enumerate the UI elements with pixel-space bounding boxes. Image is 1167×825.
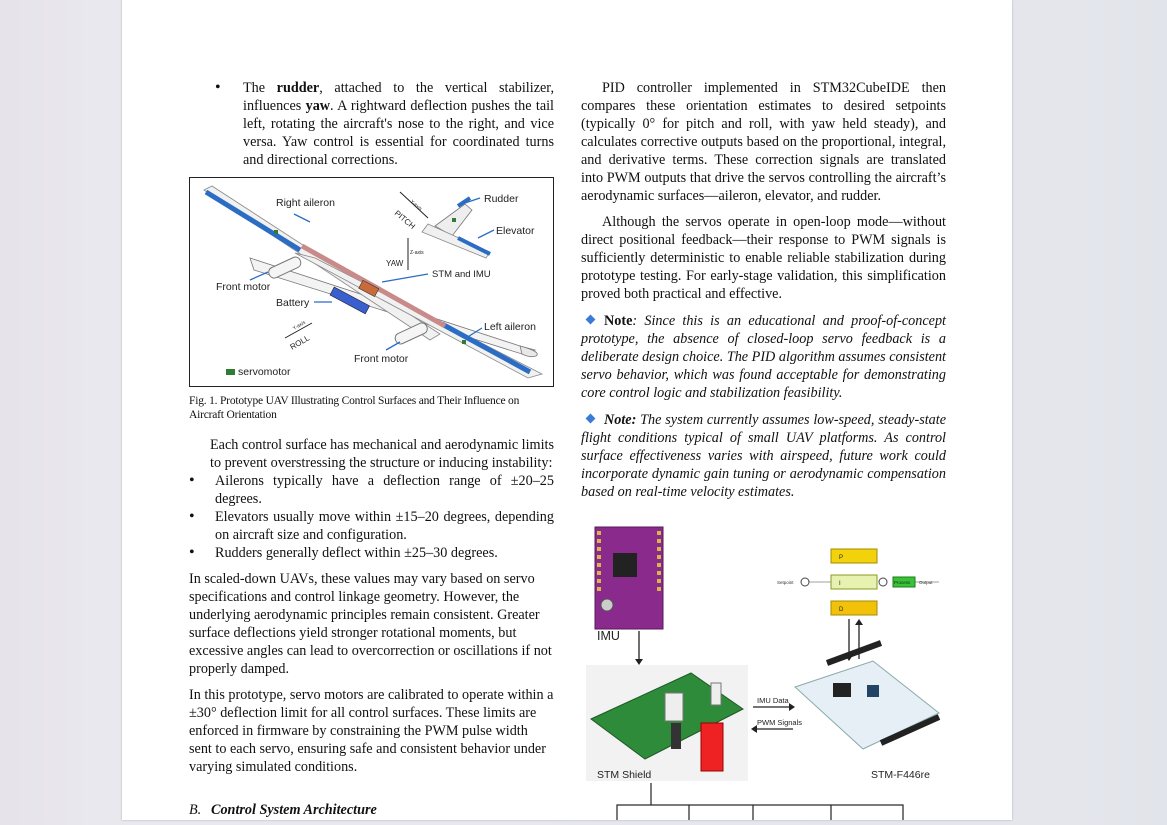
note-2: Note: The system currently assumes low-speed, steady-state flight conditions typical of small UAV platforms. As control surface effectiveness varies with airspeed, future work could incorporate dynamic gain tuning or aerodynamic compensation based on real-time velocity estimates. [581, 412, 946, 500]
right-column [581, 79, 946, 501]
output-label: Output [919, 580, 933, 585]
limit-rudders: • Rudders generally deflect within ±25–30 degrees. [189, 544, 554, 562]
stm-imu-label: STM and IMU [432, 269, 491, 280]
battery-label: Battery [276, 297, 310, 309]
front-motor-left-label: Front motor [216, 281, 271, 293]
stm-shield-label: STM Shield [597, 769, 652, 781]
scaled-uav-paragraph: In scaled-down UAVs, these values may vary based on servo specifications and control linkage geometry. However, the underlying aerodynamic principles remain consistent. Greater surface deflections yield stronger rotational moments, but excessive angles can lead to overcorrection or oscillations if not properly damped. [189, 571, 552, 677]
pid-i-label: I [839, 581, 841, 587]
pid-p-label: P [839, 555, 844, 561]
z-axis-label: Z-axis [410, 250, 424, 256]
figure1-caption: Fig. 1. Prototype UAV Illustrating Control Surfaces and Their Influence on Aircraft Orientation [189, 395, 520, 421]
section-heading: B. Control System Architecture [189, 802, 377, 818]
note-1: Note: Since this is an educational and proof-of-concept prototype, the absence of closed-loop servo feedback is a deliberate design choice. The PID algorithm assumes consistent servo behavior, which was found acceptable for demonstrating core control logic and stabilization feasibility. [581, 313, 947, 401]
rudder-bullet: • The rudder, attached to the vertical stabilizer, influences yaw. A rightward deflection pushes the tail left, rotating the aircraft's nose to the right, and vice versa. Yaw control is essential for coordinated turns and directional corrections. [189, 79, 554, 169]
servomotor-legend-swatch [226, 369, 235, 375]
diamond-bullet-icon [586, 315, 596, 325]
pitch-label: PITCH [392, 208, 417, 231]
uav-figure [189, 177, 554, 387]
limit-elevators: • Elevators usually move within ±15–20 degrees, depending on aircraft size and configuration. [189, 508, 554, 544]
elevator-label: Elevator [496, 225, 535, 237]
pid-paragraph: PID controller implemented in STM32CubeIDE then compares these orientation estimates to desired setpoints (typically 0° for pitch and roll, with yaw held steady), and calculates corrective outputs based on the proportional, integral, and derivative terms. These correction signals are translated into PWM outputs that drive the servos controlling the aircraft’s aerodynamic surfaces—aileron, elevator, and rudder. [581, 80, 946, 204]
imu-board [595, 527, 663, 629]
limits-intro: Each control surface has mechanical and aerodynamic limits to prevent overstressing the structure or inducing instability: [210, 437, 554, 471]
right-aileron-label: Right aileron [276, 197, 335, 209]
open-loop-paragraph: Although the servos operate in open-loop mode—without direct positional feedback—their response to PWM signals is sufficiently deterministic to enable reliable stabilization during prototype testing. For early-stage validation, this simplification proved both practical and effective. [581, 214, 946, 302]
document-page [122, 0, 1012, 820]
imu-data-label: IMU Data [757, 696, 789, 705]
pwm-signals-label: PWM Signals [757, 718, 803, 727]
process-label: Process [894, 580, 911, 585]
yaw-label: YAW [386, 259, 404, 268]
left-aileron-label: Left aileron [484, 321, 536, 333]
rudder-label: Rudder [484, 193, 519, 205]
stm-board-photo [795, 661, 939, 749]
y-axis-label: Y-axis [408, 198, 423, 213]
stm-board-label: STM-F446re [871, 769, 930, 781]
x-axis-label: Y-axis [292, 319, 307, 332]
servomotor-legend-label: servomotor [238, 366, 291, 378]
limit-ailerons: • Ailerons typically have a deflection range of ±20–25 degrees. [189, 472, 554, 508]
left-column [189, 79, 554, 819]
system-architecture-figure [581, 523, 946, 820]
front-motor-bottom-label: Front motor [354, 353, 409, 365]
prototype-paragraph: In this prototype, servo motors are calibrated to operate within a ±30° deflection limit for all control surfaces. These limits are enforced in firmware by constraining the PWM pulse width sent to each servo, ensuring safe and consistent behavior under varying simulated conditions. [189, 687, 554, 775]
setpoint-label: Setpoint [777, 580, 794, 585]
imu-label: IMU [597, 629, 620, 643]
diamond-bullet-icon [586, 414, 596, 424]
roll-label: ROLL [288, 333, 312, 352]
pid-d-label: D [839, 607, 844, 613]
